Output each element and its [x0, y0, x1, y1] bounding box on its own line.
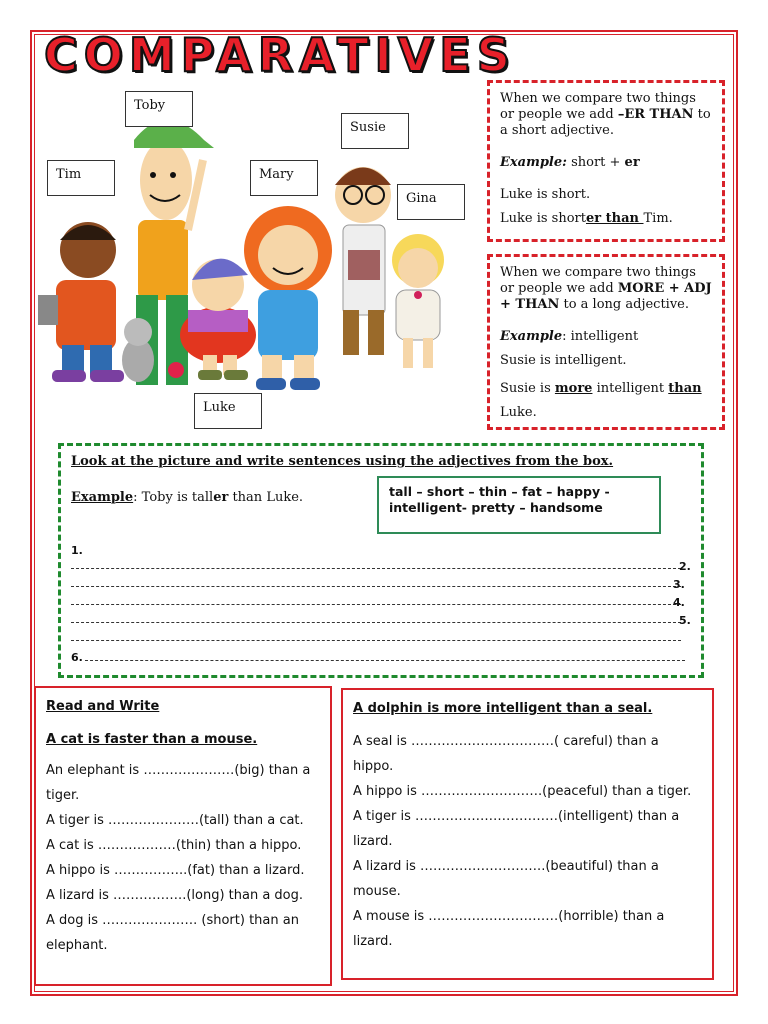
tim-figure [38, 222, 124, 382]
label-luke: Luke [194, 393, 262, 429]
answer-number-4: 4. [673, 596, 685, 609]
read-write-item-3: A cat is ………………(thin) than a hippo. [46, 838, 302, 853]
dolphin-item-4: A lizard is ………………………..(beautiful) than a mouse. [353, 859, 659, 899]
exercise-example: Example: Toby is taller than Luke. [71, 490, 304, 505]
label-tim: Tim [47, 160, 115, 196]
read-write-item-1: An elephant is …………………(big) than a tiger. [46, 763, 311, 803]
rule-short-adjective [487, 80, 725, 242]
dolphin-subtitle: A dolphin is more intelligent than a seal. [353, 701, 653, 716]
rule-short-line1: Luke is short. [500, 187, 591, 202]
rule-long-adjective [487, 254, 725, 430]
dolphin-item-1: A seal is ……………………………( careful) than a hippo. [353, 734, 659, 774]
read-write-item-4: A hippo is ……………..(fat) than a lizard. [46, 863, 305, 878]
page-title: COMPARATIVES [44, 28, 516, 82]
rule-long-example: Example: intelligent [500, 329, 639, 344]
dolphin-panel [341, 688, 714, 980]
answer-line-3[interactable] [71, 604, 681, 605]
dolphin-item-5: A mouse is …………………………(horrible) than a lizard. [353, 909, 665, 949]
adjectives-box: tall – short – thin – fat – happy - intelligent- pretty – handsome [377, 476, 661, 534]
susie-figure [335, 167, 391, 355]
dolphin-item-2: A hippo is ……………………….(peaceful) than a tiger. [353, 784, 692, 799]
answer-line-4[interactable] [71, 622, 681, 623]
rule-short-lead: When we compare two things or people we add –ER THAN to a short adjective. [500, 91, 711, 138]
answer-number-3: 3. [673, 578, 685, 591]
label-susie: Susie [341, 113, 409, 149]
read-write-item-2: A tiger is …………………(tall) than a cat. [46, 813, 304, 828]
answer-number-6: 6. [71, 651, 83, 664]
read-write-heading: Read and Write [46, 699, 160, 714]
answer-line-5[interactable] [71, 640, 681, 641]
label-gina: Gina [397, 184, 465, 220]
read-write-item-6: A dog is …………………. (short) than an elephant. [46, 913, 299, 953]
rule-long-line1: Susie is intelligent. [500, 353, 627, 368]
rule-long-line2: Susie is more intelligent than Luke. [500, 381, 702, 420]
answer-line-2[interactable] [71, 586, 681, 587]
answer-line-6[interactable] [85, 660, 685, 661]
exercise-title: Look at the picture and write sentences using the adjectives from the box. [71, 454, 614, 469]
luke-figure [180, 259, 256, 380]
answer-number-1: 1. [71, 544, 83, 557]
answer-number-5: 5. [679, 614, 691, 627]
answer-line-1[interactable] [71, 568, 681, 569]
read-write-subtitle: A cat is faster than a mouse. [46, 732, 258, 747]
read-write-item-5: A lizard is ……………..(long) than a dog. [46, 888, 304, 903]
rule-long-lead: When we compare two things or people we add MORE + ADJ + THAN to a long adjective. [500, 265, 712, 312]
label-toby: Toby [125, 91, 193, 127]
mary-figure [244, 206, 332, 390]
read-write-panel [34, 686, 332, 986]
label-mary: Mary [250, 160, 318, 196]
rule-short-line2: Luke is shorter than Tim. [500, 211, 673, 226]
dolphin-item-3: A tiger is ……………………………(intelligent) than a lizard. [353, 809, 680, 849]
answer-number-2: 2. [679, 560, 691, 573]
exercise-box [58, 443, 704, 678]
children-illustration [38, 90, 490, 420]
rule-short-example: Example: short + er [500, 155, 640, 170]
gina-figure [392, 234, 444, 368]
